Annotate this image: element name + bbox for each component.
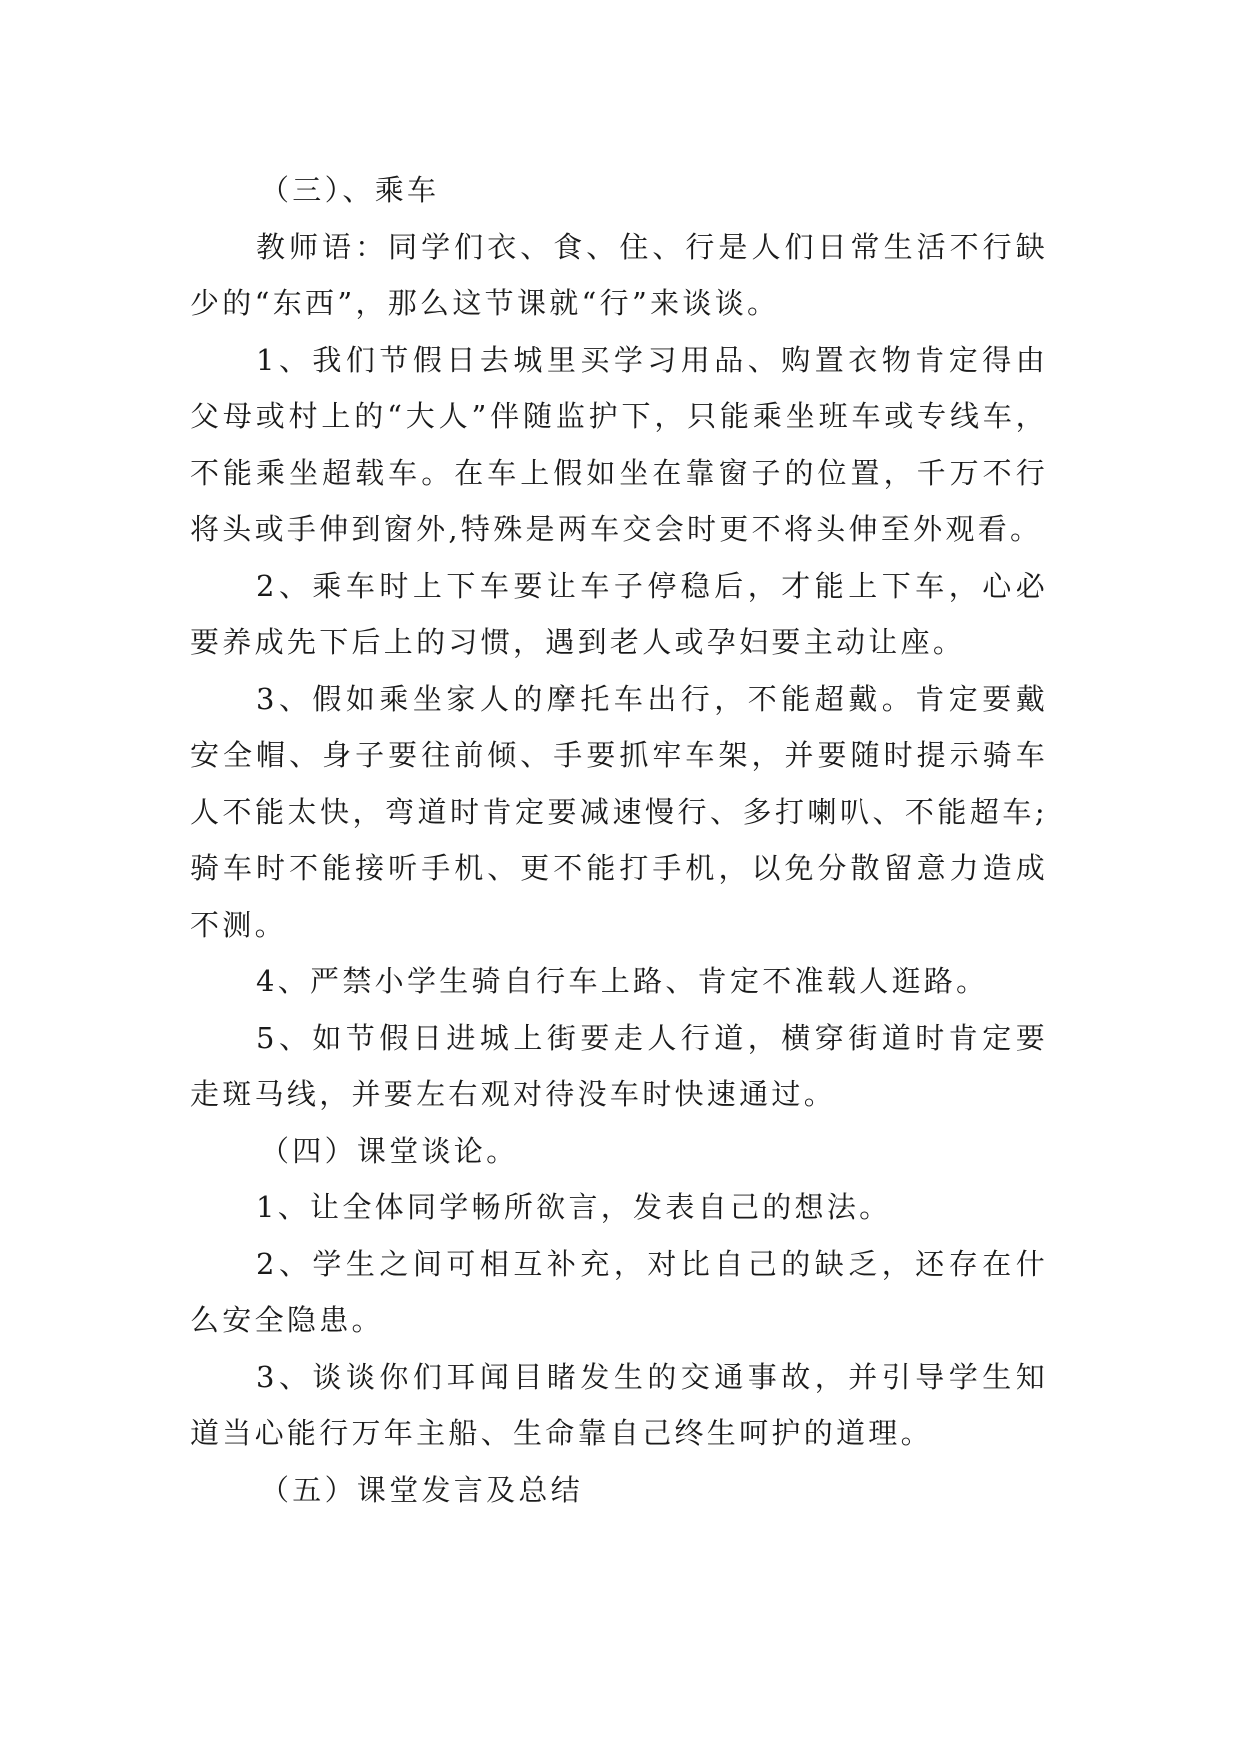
section-heading-summary: （五）课堂发言及总结 [260,1472,584,1507]
rule-paragraph-5: 5、如节假日进城上街要走人行道，横穿街道时肯定要走斑马线，并要左右观对待没车时快速通过。 [190,1020,1048,1111]
teacher-intro-paragraph: 教师语：同学们衣、食、住、行是人们日常生活不行缺少的“东西”，那么这节课就“行”来谈谈。 [190,229,1048,320]
section-heading-boarding: （三）、乘车 [260,173,440,207]
document-body [190,162,1048,1518]
discussion-paragraph-2: 2、学生之间可相互补充，对比自己的缺乏，还存在什么安全隐患。 [190,1246,1048,1337]
rule-paragraph-1: 1、我们节假日去城里买学习用品、购置衣物肯定得由父母或村上的“大人”伴随监护下，只能乘坐班车或专线车，不能乘坐超载车。在车上假如坐在靠窗子的位置，千万不行将头或手伸到窗外,特殊是两车交会时更不将头伸至外观看。 [190,342,1048,546]
section-heading-discussion: （四）课堂谈论。 [260,1133,519,1168]
rule-paragraph-2: 2、乘车时上下车要让车子停稳后，才能上下车，心必要养成先下后上的习惯，遇到老人或孕妇要主动让座。 [190,568,1048,659]
discussion-paragraph-1: 1、让全体同学畅所欲言，发表自己的想法。 [256,1190,892,1224]
rule-paragraph-4: 4、严禁小学生骑自行车上路、肯定不准载人逛路。 [256,964,989,998]
rule-paragraph-3: 3、假如乘坐家人的摩托车出行，不能超戴。肯定要戴安全帽、身子要往前倾、手要抓牢车架，并要随时提示骑车人不能太快，弯道时肯定要减速慢行、多打喇叭、不能超车;骑车时不能接听手机、更不能打手机，以免分散留意力造成不测。 [190,681,1048,942]
discussion-paragraph-3: 3、谈谈你们耳闻目睹发生的交通事故，并引导学生知道当心能行万年主船、生命靠自己终生呵护的道理。 [190,1359,1048,1450]
